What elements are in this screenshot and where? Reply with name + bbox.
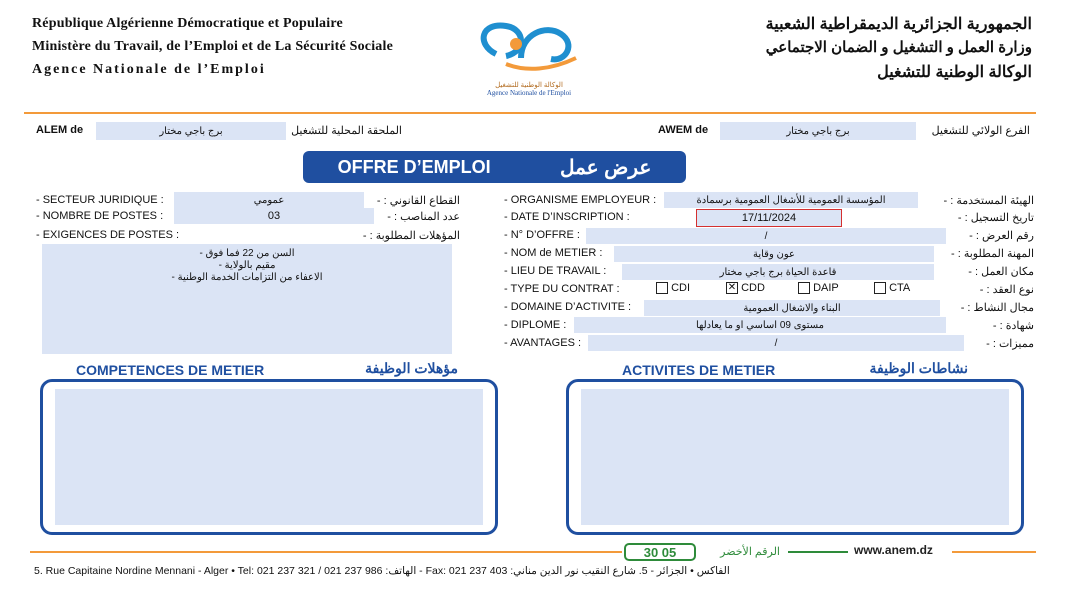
offre-label-ar: رقم العرض : - [969,230,1034,242]
checkbox-daip[interactable] [798,282,810,294]
header-divider [24,112,1036,114]
avantages-label-ar: مميزات : - [986,338,1034,350]
competences-title-ar: مؤهلات الوظيفة [365,360,458,376]
exigences-line: مقيم بالولاية - [218,260,276,271]
header-ar-line2: وزارة العمل و التشغيل و الضمان الاجتماعي [765,39,1032,56]
contrat-options [656,282,934,294]
date-label-ar: تاريخ التسجيل : - [957,212,1034,224]
title-ar: عرض عمل [559,156,652,179]
contrat-option-label: CDD [741,282,765,294]
postes-label: - NOMBRE DE POSTES : [36,210,164,222]
awem-field: برج باجي مختار [720,122,916,140]
checkbox-cdi[interactable] [656,282,668,294]
exigences-label: - EXIGENCES DE POSTES : [36,229,180,241]
activites-box [566,379,1024,535]
activites-field[interactable] [581,389,1009,525]
alem-label-ar: الملحقة المحلية للتشغيل [291,125,402,137]
offre-field: / [586,228,946,244]
metier-field: عون وقاية [614,246,934,262]
date-label: - DATE D’INSCRIPTION : [504,211,630,223]
header-ar-line1: الجمهورية الجزائرية الديمقراطية الشعبية [765,16,1032,33]
exigences-line: السن من 22 فما فوق - [199,248,295,259]
secteur-label: - SECTEUR JURIDIQUE : [36,194,164,206]
contrat-option-label: DAIP [813,282,839,294]
footer-divider-right [952,551,1036,553]
logo-text-fr: Agence Nationale de l'Emploi [486,89,572,97]
anem-logo-icon [466,14,592,76]
domaine-field: البناء والاشغال العمومية [644,300,940,316]
domaine-label-ar: مجال النشاط : - [960,302,1034,314]
header-ar-line3: الوكالة الوطنية للتشغيل [877,64,1032,81]
contrat-option-label: CDI [671,282,691,294]
green-number-label: الرقم الأخضر [720,546,780,558]
secteur-field: عمومي [174,192,364,208]
lieu-label: - LIEU DE TRAVAIL : [504,265,607,277]
website-link[interactable]: www.anem.dz [854,543,933,557]
title-banner [303,151,686,183]
date-field: 17/11/2024 [696,209,842,227]
postes-field: 03 [174,208,374,224]
header-fr-line3: Agence Nationale de l’Emploi [32,62,266,77]
activites-title-ar: نشاطات الوظيفة [869,360,968,376]
postes-label-ar: عدد المناصب : - [387,211,460,223]
lieu-label-ar: مكان العمل : - [968,266,1034,278]
diplome-label-ar: شهادة : - [992,320,1034,332]
header-fr-line2: Ministère du Travail, de l’Emploi et de La Sécurité Sociale [32,39,393,54]
metier-label-ar: المهنة المطلوبة : - [950,248,1034,260]
contrat-option-label: CTA [889,282,911,294]
exigences-box [42,244,452,354]
contrat-option-cdi[interactable] [656,282,726,294]
diplome-label: - DIPLOME : [504,319,567,331]
contrat-option-cdd[interactable] [726,282,798,294]
contrat-option-cta[interactable] [874,282,934,294]
checkbox-cdd-checked[interactable]: ✕ [727,282,737,294]
domaine-label: - DOMAINE D’ACTIVITE : [504,301,632,313]
diplome-field: مستوى 09 اساسي او ما يعادلها [574,317,946,333]
organisme-label: - ORGANISME EMPLOYEUR : [504,194,657,206]
contrat-label: - TYPE DU CONTRAT : [504,283,620,295]
exigences-label-ar: المؤهلات المطلوبة : - [362,230,460,242]
organisme-field: المؤسسة العمومية للأشغال العمومية برسمادة [664,192,918,208]
header-fr-line1: République Algérienne Démocratique et Populaire [32,16,343,31]
competences-field[interactable] [55,389,483,525]
alem-field: برج باجي مختار [96,122,286,140]
activites-title-fr: ACTIVITES DE METIER [622,362,776,378]
title-fr: OFFRE D’EMPLOI [337,156,491,177]
avantages-field: / [588,335,964,351]
logo-text-ar: الوكالة الوطنية للتشغيل [495,82,563,89]
contrat-option-daip[interactable] [798,282,874,294]
exigences-line: الاعفاء من التزامات الخدمة الوطنية - [171,272,323,283]
avantages-label: - AVANTAGES : [504,337,582,349]
offre-label: - N° D’OFFRE : [504,229,580,241]
footer-divider-mid [788,551,848,553]
secteur-label-ar: القطاع القانوني : - [376,195,460,207]
checkbox-cta[interactable] [874,282,886,294]
footer-address: 5. Rue Capitaine Nordine Mennani - Alger • Tel: 021 237 321 / 021 237 986 :الهاتف - Fax: 021 237 403 :الفاكس • الجزائر - 5. شارع النقيب نور الدين مناني [34,565,730,577]
anem-logo [466,14,592,102]
footer-divider-left [30,551,622,553]
metier-label: - NOM de METIER : [504,247,603,259]
alem-label: ALEM de [36,124,84,136]
organisme-label-ar: الهيئة المستخدمة : - [943,195,1034,207]
competences-box [40,379,498,535]
green-number-badge: 30 05 [624,543,696,561]
lieu-field: قاعدة الحياة برج باجي مختار [622,264,934,280]
awem-label: AWEM de [658,124,709,136]
competences-title-fr: COMPETENCES DE METIER [76,362,265,378]
contrat-label-ar: نوع العقد : - [979,284,1034,296]
awem-label-ar: الفرع الولائي للتشغيل [931,125,1030,137]
